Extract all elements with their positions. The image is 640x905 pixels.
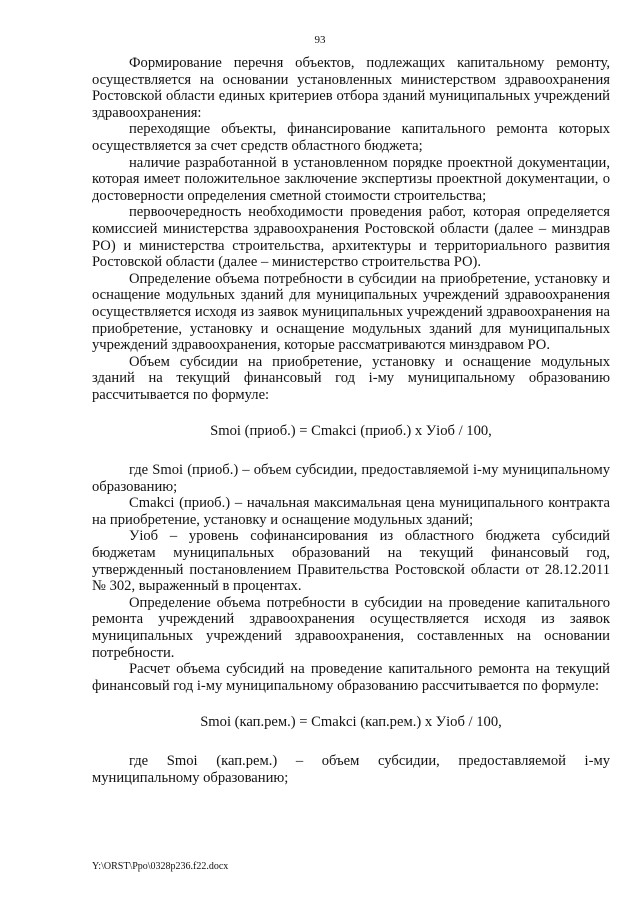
paragraph-ongoing-objects: переходящие объекты, финансирование капитального ремонта которых осуществляется за счет средств областного бюджета;: [92, 121, 610, 154]
footer-file-path: Y:\ORST\Ppo\0328p236.f22.docx: [92, 861, 229, 872]
paragraph-modular-buildings-need: Определение объема потребности в субсидии на приобретение, установку и оснащение модульных зданий для муниципальных учреждений здравоохранения осуществляется исходя из заявок муниципальных учреждений здравоохранения на приобретение, установку и оснащение модульных зданий для муниципальных учреждений здравоохранения, которые рассматриваются минздравом РО.: [92, 270, 610, 354]
formula-acquisition: Smoi (приоб.) = Cmakci (приоб.) x Уioб / 100,: [210, 423, 492, 440]
paragraph-object-list-criteria: Формирование перечня объектов, подлежащих капитальному ремонту, осуществляется на основании установленных министерством здравоохранения Ростовской области единых критериев отбора зданий муниципальных учреждений здравоохранения:: [92, 55, 610, 121]
paragraph-where-smoi-acquisition: где Smoi (приоб.) – объем субсидии, предоставляемой i-му муниципальному образованию;: [92, 462, 610, 495]
paragraph-where-smoi-capital-repair: где Smoi (кап.рем.) – объем субсидии, предоставляемой i-му муниципальному образованию;: [92, 752, 610, 786]
paragraph-modular-subsidy-intro: Объем субсидии на приобретение, установку и оснащение модульных зданий на текущий финансовый год i-му муниципальному образованию рассчитывается по формуле:: [92, 353, 610, 403]
paragraph-cmakci-acquisition: Cmakci (приоб.) – начальная максимальная цена муниципального контракта на приобретение, установку и оснащение модульных зданий;: [92, 495, 610, 528]
paragraph-priority-works: первоочередность необходимости проведения работ, которая определяется комиссией министерства здравоохранения Ростовской области (далее – минздрав РО) и министерства строительства, архитектуры и территориального развития Ростовской области (далее – министерство строительства РО).: [92, 204, 610, 271]
paragraph-capital-repair-need: Определение объема потребности в субсидии на проведение капитального ремонта учреждений здравоохранения осуществляется исходя из заявок муниципальных учреждений здравоохранения, составленных на основании потребности.: [92, 594, 610, 661]
paragraph-project-documentation: наличие разработанной в установленном порядке проектной документации, которая имеет положительное заключение экспертизы проектной документации, о достоверности определения сметной стоимости строительства;: [92, 154, 610, 204]
formula-capital-repair: Smoi (кап.рем.) = Cmakci (кап.рем.) x Уioб / 100,: [200, 714, 502, 731]
page-number: 93: [314, 34, 326, 46]
paragraph-cofinancing-level: Уioб – уровень софинансирования из областного бюджета субсидий бюджетам муниципальных образований на текущий финансовый год, утвержденный постановлением Правительства Ростовской области от 28.12.2011 № 302, выраженный в процентах.: [92, 528, 610, 595]
document-body: [92, 55, 610, 786]
paragraph-capital-repair-intro: Расчет объема субсидий на проведение капитального ремонта на текущий финансовый год i-му муниципальному образованию рассчитывается по формуле:: [92, 661, 610, 694]
